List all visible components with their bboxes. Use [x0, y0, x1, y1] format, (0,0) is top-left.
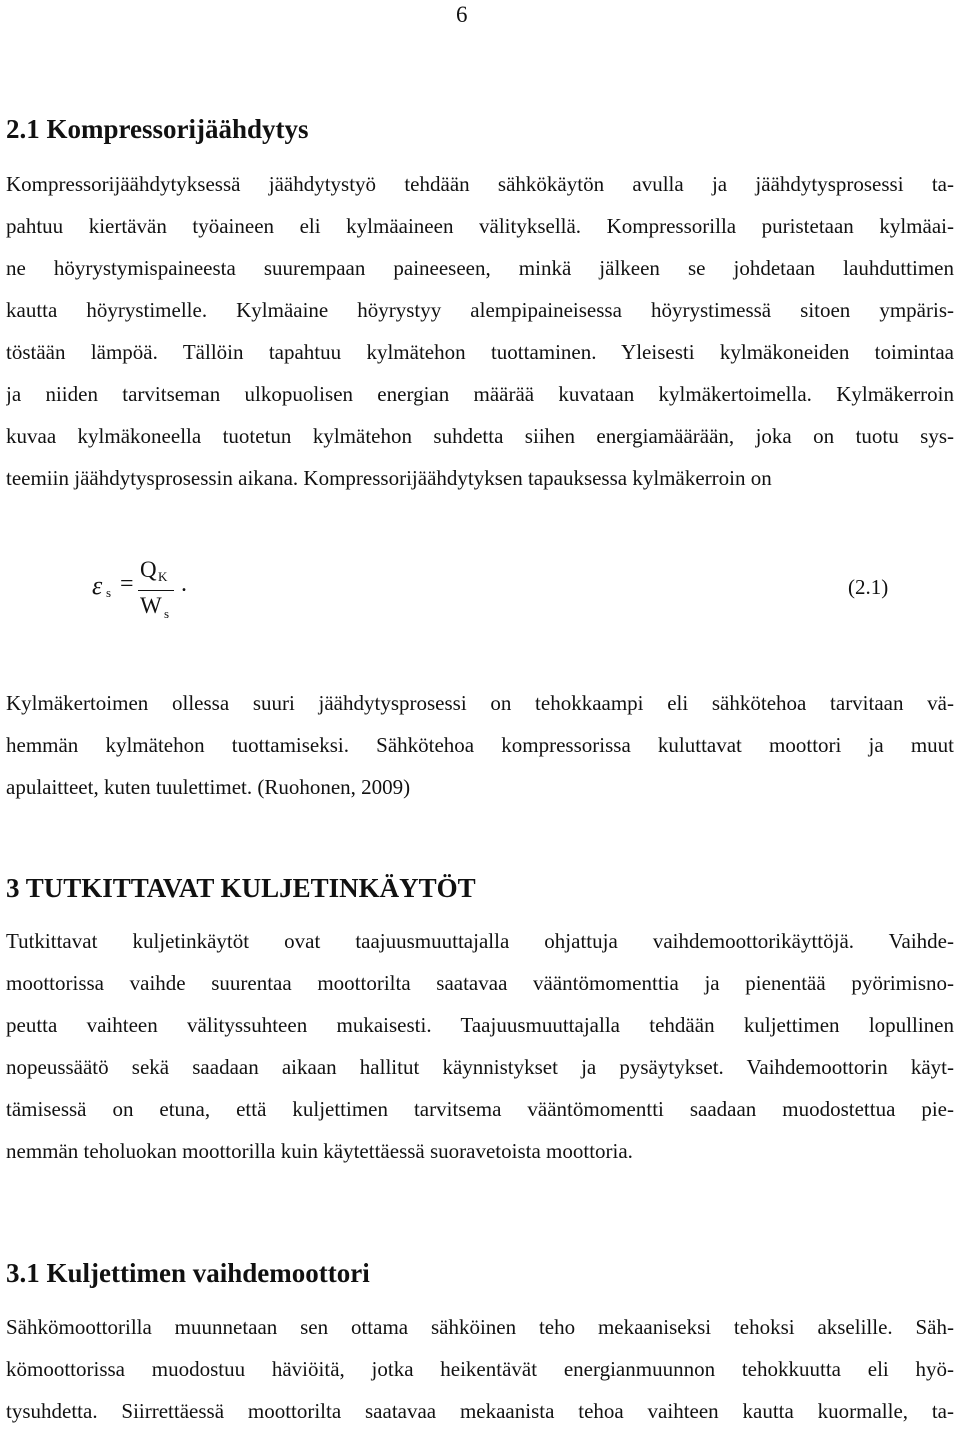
paragraph-line: moottorissa vaihde suurentaa moottorilta saatavaa vääntömomenttia ja pienentää pyörimisno-	[6, 971, 954, 995]
paragraph-line: kuvaa kylmäkoneella tuotetun kylmätehon suhdetta siihen energiamäärään, joka on tuotu sys-	[6, 424, 954, 448]
paragraph-line: peutta vaihteen välityssuhteen mukaisesti. Taajuusmuuttajalla tehdään kuljettimen lopullinen	[6, 1013, 954, 1037]
paragraph-line: nemmän teholuokan moottorilla kuin käytettäessä suoravetoista moottoria.	[6, 1139, 633, 1163]
paragraph-line: pahtuu kiertävän työaineen eli kylmäaineen välityksellä. Kompressorilla puristetaan kylmäai-	[6, 214, 954, 238]
section-heading-3-1: 3.1 Kuljettimen vaihdemoottori	[6, 1258, 370, 1288]
paragraph-line: ja niiden tarvitseman ulkopuolisen energian määrää kuvataan kylmäkertoimella. Kylmäkerroin	[6, 382, 954, 406]
paragraph-line: tysuhdetta. Siirrettäessä moottorilta saatavaa mekaanista tehoa vaihteen kautta kuormalle, ta-	[6, 1399, 954, 1423]
equation-denominator-subscript: s	[164, 606, 170, 621]
equation-epsilon: ε	[92, 571, 103, 600]
paragraph-line: kömoottorissa muodostuu häviöitä, jotka heikentävät energianmuunnon tehokkuutta eli hyö-	[6, 1357, 954, 1381]
equation-fraction-bar	[138, 590, 174, 591]
paragraph-line: Sähkömoottorilla muunnetaan sen ottama sähköinen teho mekaaniseksi tehoksi akselille. Säh-	[6, 1315, 954, 1339]
page-number: 6	[456, 2, 468, 27]
equation-numerator-subscript: K	[158, 569, 168, 584]
paragraph-line: ne höyrystymispaineesta suurempaan paineeseen, minkä jälkeen se johdetaan lauhduttimen	[6, 256, 954, 280]
equation-reference-number: (2.1)	[848, 575, 889, 599]
equation-epsilon-subscript: s	[106, 585, 112, 600]
paragraph-line: Tutkittavat kuljetinkäytöt ovat taajuusmuuttajalla ohjattuja vaihdemoottorikäyttöjä. Vaihde-	[6, 929, 954, 953]
paragraph-line: tämisessä on etuna, että kuljettimen tarvitsema vääntömomentti saadaan muodostettua pie-	[6, 1097, 954, 1121]
equation-2-1	[0, 555, 960, 630]
paragraph-line: teemiin jäähdytysprosessin aikana. Kompressorijäähdytyksen tapauksessa kylmäkerroin on	[6, 466, 772, 490]
paragraph-line: nopeussäätö sekä saadaan aikaan hallitut käynnistykset ja pysäytykset. Vaihdemoottorin käyt-	[6, 1055, 954, 1079]
equation-denominator: W	[140, 593, 162, 618]
paragraph-line: apulaitteet, kuten tuulettimet. (Ruohonen, 2009)	[6, 775, 411, 799]
paragraph-line: Kylmäkertoimen ollessa suuri jäähdytysprosessi on tehokkaampi eli sähkötehoa tarvitaan vä-	[6, 691, 954, 715]
section-heading-3: 3 TUTKITTAVAT KULJETINKÄYTÖT	[6, 873, 476, 903]
paragraph-line: Kompressorijäähdytyksessä jäähdytystyö tehdään sähkökäytön avulla ja jäähdytysprosessi ta-	[6, 172, 954, 196]
paragraph-line: hemmän kylmätehon tuottamiseksi. Sähkötehoa kompressorissa kuluttavat moottori ja muut	[6, 733, 954, 757]
paragraph-line: töstään lämpöä. Tällöin tapahtuu kylmätehon tuottaminen. Yleisesti kylmäkoneiden toimintaa	[6, 340, 954, 364]
equation-equals: =	[120, 571, 134, 597]
equation-period: .	[181, 571, 187, 597]
section-heading-2-1: 2.1 Kompressorijäähdytys	[6, 114, 309, 144]
paragraph-line: kautta höyrystimelle. Kylmäaine höyrystyy alempipaineisessa höyrystimessä sitoen ympäris-	[6, 298, 954, 322]
equation-numerator: Q	[140, 557, 157, 582]
